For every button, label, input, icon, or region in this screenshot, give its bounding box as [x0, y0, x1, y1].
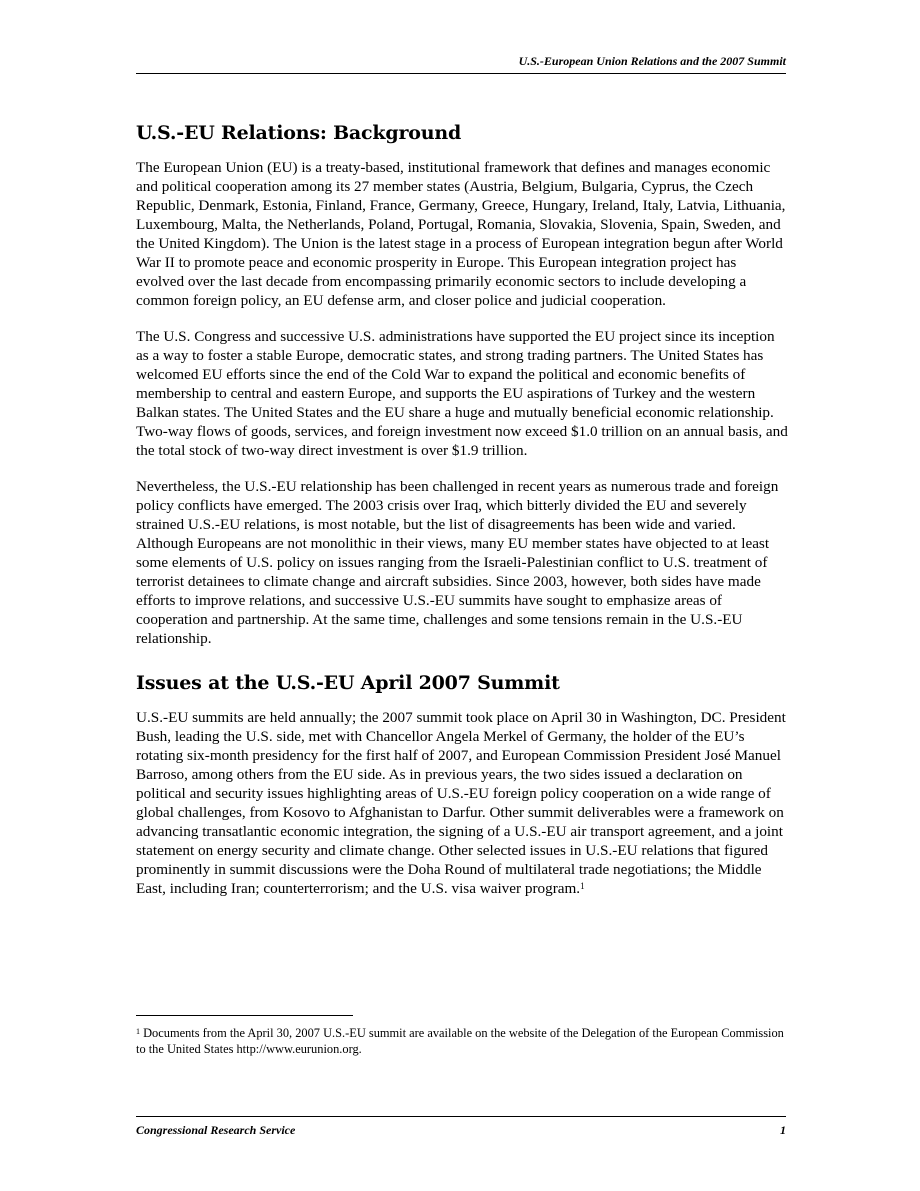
background-paragraph-3: Nevertheless, the U.S.-EU relationship has been challenged in recent years as numerous trade and foreign policy conflicts have emerged. The 2003 crisis over Iraq, which bitterly divided the EU and severely strained U.S.-EU relations, is most notable, but the list of disagreements has been wide and varied. Although Europeans are not monolithic in their views, many EU member states have objected to at least some elements of U.S. policy on issues ranging from the Israeli-Palestinian conflict to U.S. treatment of terrorist detainees to climate change and aircraft subsidies. Since 2003, however, both sides have made efforts to improve relations, and successive U.S.-EU summits have sought to emphasize areas of cooperation and partnership. At the same time, challenges and some tensions remain in the U.S.-EU relationship. — [136, 478, 779, 647]
summit-paragraph-1 — [136, 708, 788, 898]
running-footer — [136, 1116, 786, 1138]
running-header-title: U.S.-European Union Relations and the 2007 Summit — [518, 54, 786, 68]
background-paragraph-2: The U.S. Congress and successive U.S. administrations have supported the EU project since its inception as a way to foster a stable Europe, democratic states, and strong trading partners. The United States has welcomed EU efforts since the end of the Cold War to expand the political and economic benefits of membership to central and eastern Europe, and supports the EU aspirations of Turkey and the western Balkan states. The United States and the EU share a huge and mutually beneficial economic relationship. Two-way flows of goods, services, and foreign investment now exceed $1.0 trillion on an annual basis, and the total stock of two-way direct investment is over $1.9 trillion. — [136, 328, 788, 459]
running-header — [136, 54, 786, 74]
footnote-reference[interactable]: 1 — [580, 881, 585, 891]
footnote-divider — [136, 1015, 353, 1016]
section-heading-background: U.S.-EU Relations: Background — [136, 122, 462, 144]
background-paragraph-1: The European Union (EU) is a treaty-based, institutional framework that defines and manages economic and political cooperation among its 27 member states (Austria, Belgium, Bulgaria, Cyprus, the Czech Republic, Denmark, Estonia, Finland, France, Germany, Greece, Hungary, Ireland, Italy, Latvia, Lithuania, Luxembourg, Malta, the Netherlands, Poland, Portugal, Romania, Slovakia, Slovenia, Spain, Sweden, and the United Kingdom). The Union is the latest stage in a process of European integration begun after World War II to promote peace and economic prosperity in Europe. This European integration project has evolved over the last decade from encompassing primarily economic sectors to include developing a common foreign policy, an EU defense arm, and closer police and judicial cooperation. — [136, 159, 786, 309]
footnote-marker: 1 — [136, 1027, 140, 1036]
section-heading-summit-issues: Issues at the U.S.-EU April 2007 Summit — [136, 672, 560, 694]
document-body — [136, 122, 788, 915]
footnote-text: Documents from the April 30, 2007 U.S.-EU summit are available on the website of the Delegation of the European Commission to the United States http://www.eurunion.org. — [136, 1026, 784, 1056]
page-number: 1 — [780, 1123, 786, 1137]
footnote — [136, 1025, 786, 1057]
summit-paragraph-text: U.S.-EU summits are held annually; the 2007 summit took place on April 30 in Washington, DC. President Bush, leading the U.S. side, met with Chancellor Angela Merkel of Germany, the holder of the EU’s rotating six-month presidency for the first half of 2007, and European Commission President José Manuel Barroso, among others from the EU side. As in previous years, the two sides issued a declaration on political and security issues highlighting areas of U.S.-EU foreign policy cooperation on a wide range of global challenges, from Kosovo to Afghanistan to Darfur. Other summit deliverables were a framework on advancing transatlantic economic integration, the signing of a U.S.-EU air transport agreement, and a joint statement on energy security and climate change. Other selected issues in U.S.-EU relations that figured prominently in summit discussions were the Doha Round of multilateral trade negotiations; the Middle East, including Iran; counterterrorism; and the U.S. visa waiver program. — [136, 709, 786, 897]
footer-publisher: Congressional Research Service — [136, 1123, 296, 1137]
